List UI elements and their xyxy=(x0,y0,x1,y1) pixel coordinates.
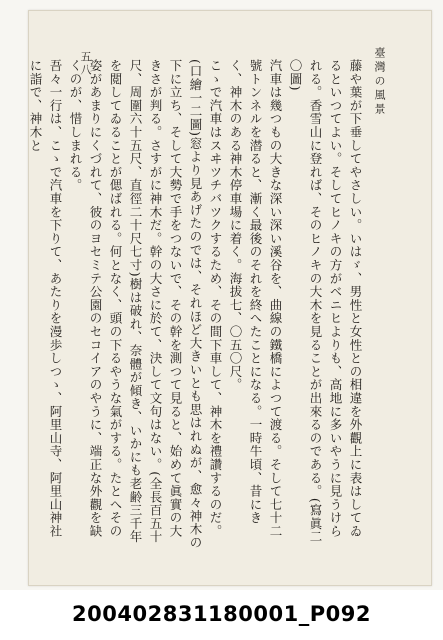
image-caption: 200402831180001_P092 xyxy=(72,602,371,626)
running-title: 臺灣の風景 xyxy=(373,47,386,117)
body-text xyxy=(28,59,365,551)
book-page xyxy=(28,10,432,586)
paragraph: 吾々一行は、こゝで汽車を下りて、あたりを漫歩しつゝ、阿里山寺、阿里山神社に詣で、神木と xyxy=(28,59,63,538)
page-number: 五八 xyxy=(79,51,92,77)
paragraph: 藤や葉が下垂してやさしい。いはゞ、男性と女性との相違を外觀上に表はしてゐるといつてよい。そしてヒノキの方がベニヒよりも、高地に多いやうに見うけられる。香雪山に登れば、そのヒノキの大木を見ることが出來るのである。(寫眞二〇圖) xyxy=(288,59,363,544)
paragraph: 汽車は幾つもの大きな深い深い溪谷を、曲線の鐵橋によつて渡る。そして七十二號トンネルを潜ると、漸く最後のそれを終へたことになる。一時牛頃、昔にきく、神木のある神木停車場に着く。海拔七、〇五〇尺。 xyxy=(228,59,283,538)
paragraph: こゝで汽車はスヰツチバツクするため、その間下車して、神木を禮讚するのだ。(口繪一二圖)窓より見あげたのでは、それほど大きいとも思はれぬが、愈々神木の下に立ち、そして大勢で手をつないで、その幹を測つて見ると、始めて眞實の大きさが判る。さすがに神木だ。幹の大さに於て、決して文句はない。(全長百五十尺、周圍六十五尺、直徑二十尺七寸)樹は破れ、奈體が傾き、いかにも老齢三千年を閲してゐることが偲ばれる。何となく、頭の下るやうな氣がする。たとへその姿があまりにくづれて、彼のヨセミテ公園のセコイアのやうに、端正な外觀を缺くのが、惜しまれる。 xyxy=(68,59,223,550)
